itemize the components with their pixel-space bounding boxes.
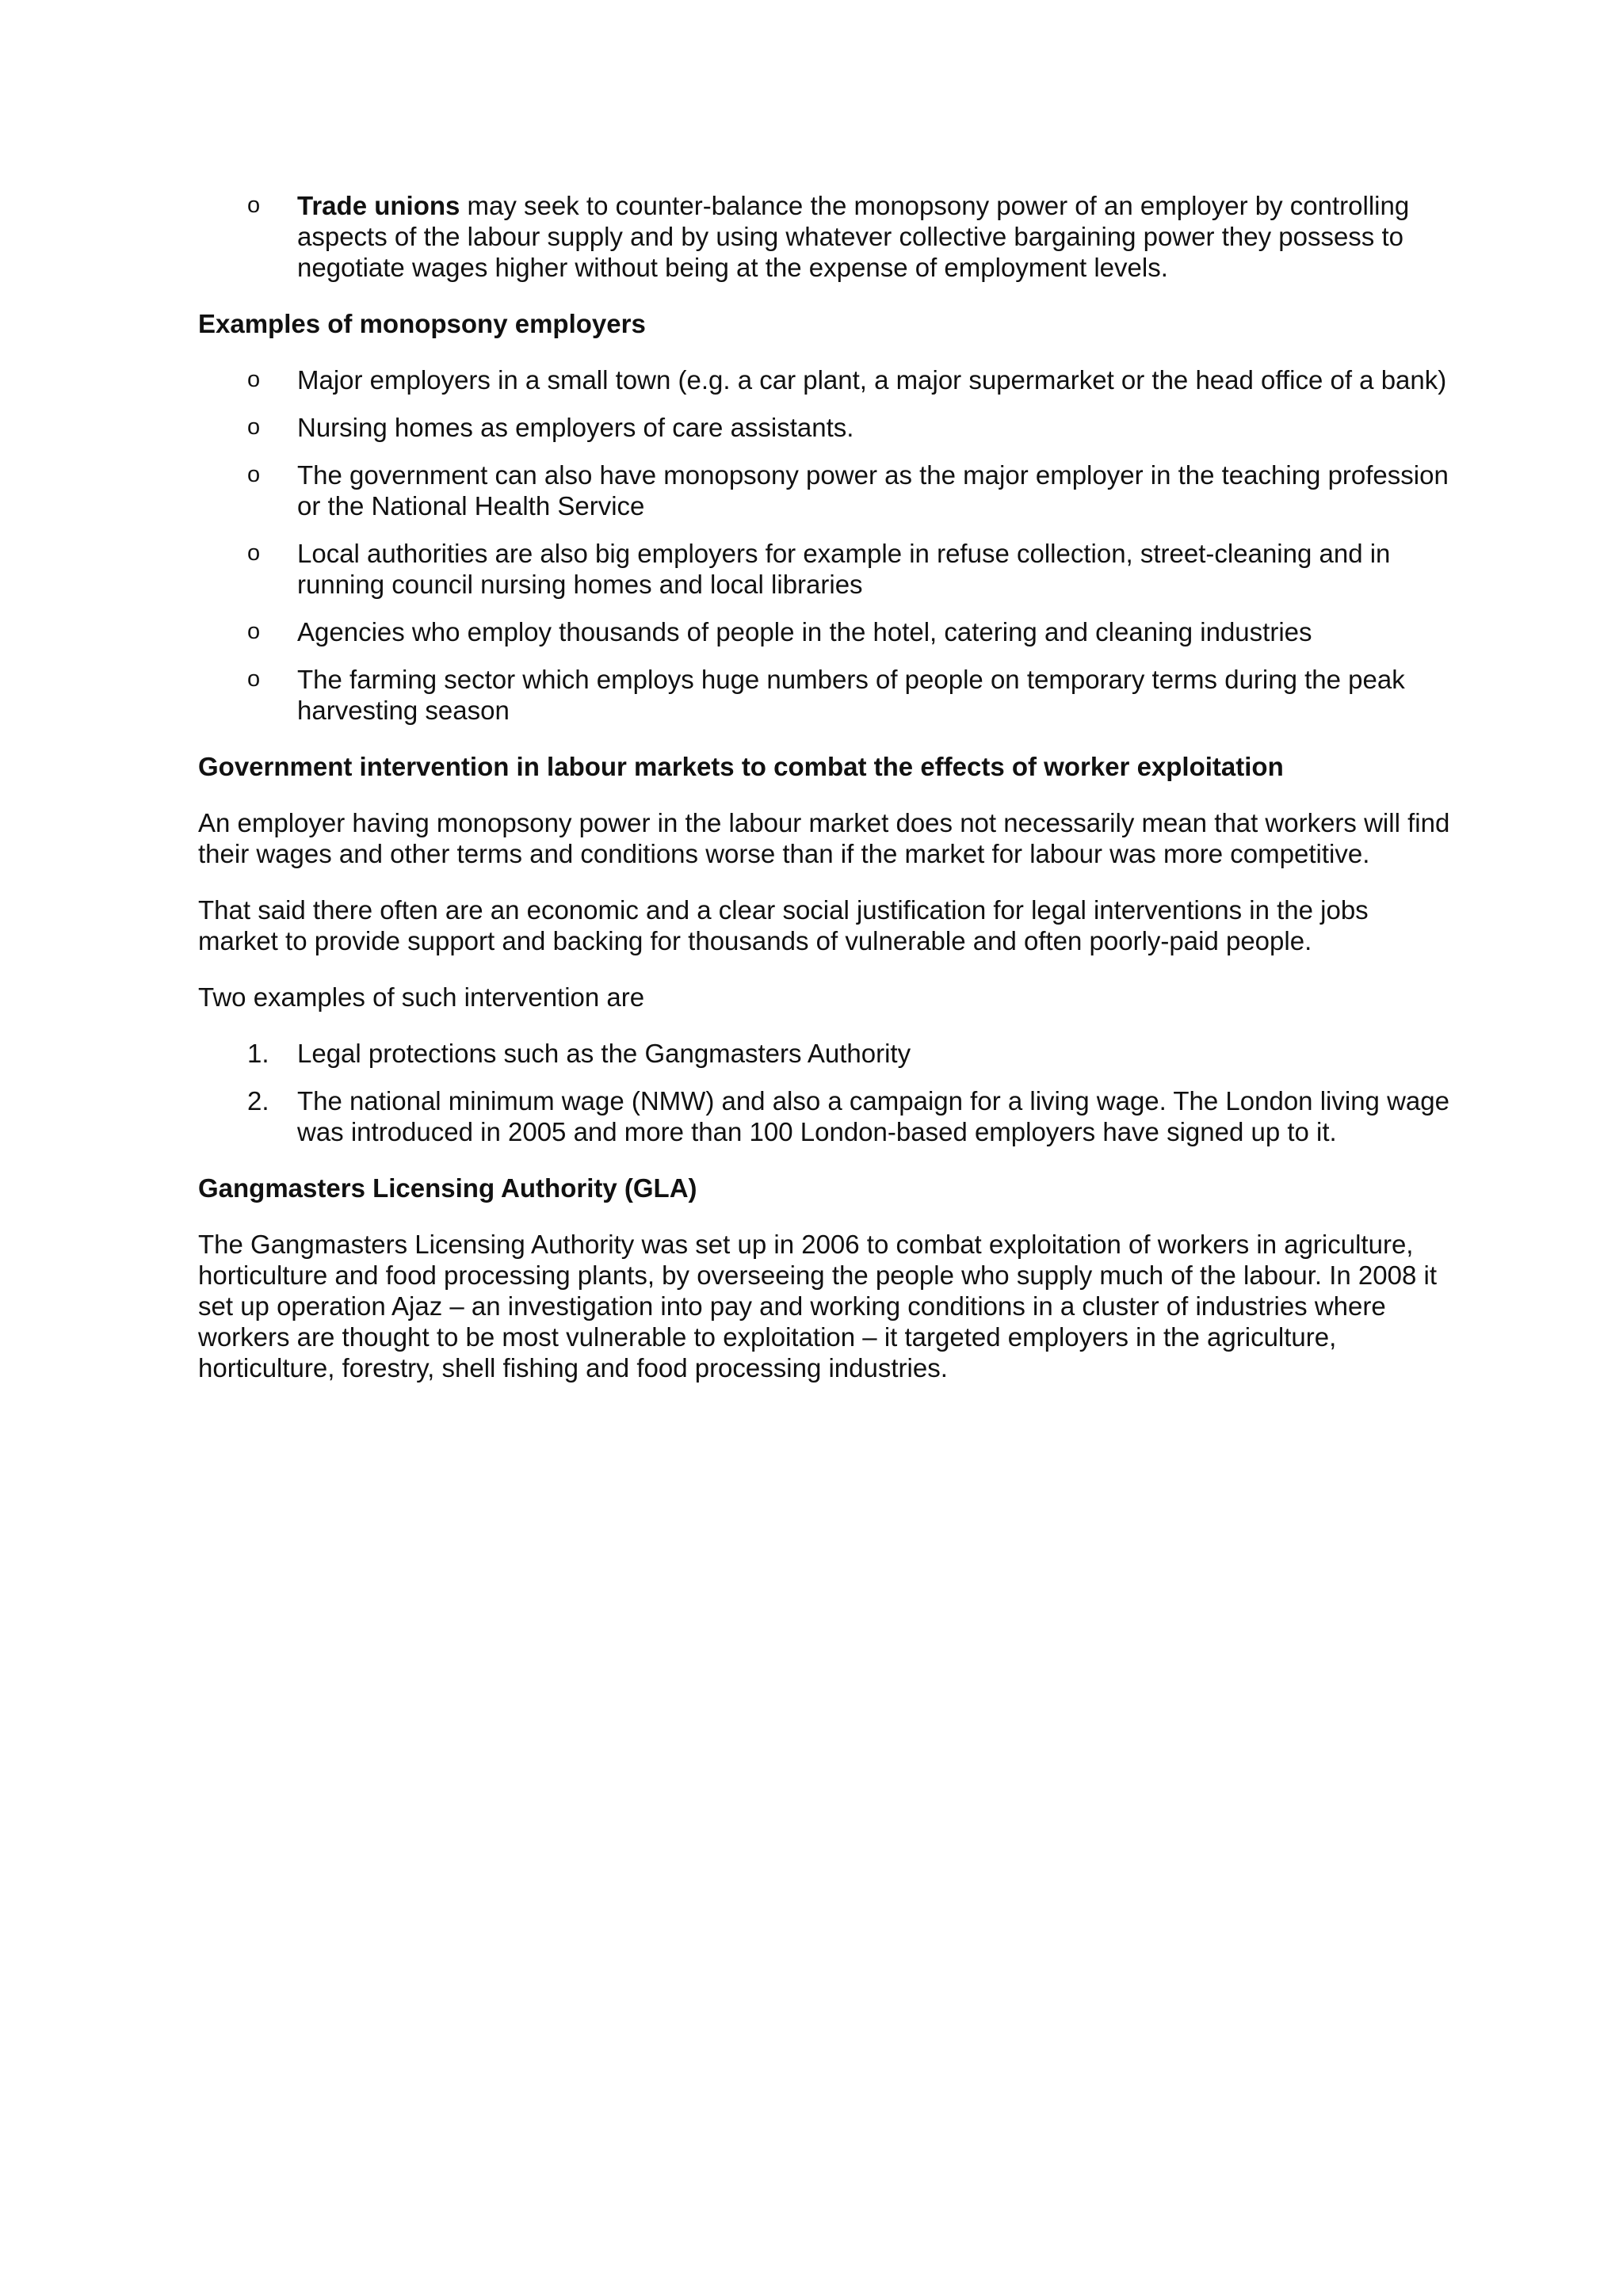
list-item — [198, 538, 1450, 600]
trade-unions-list — [198, 190, 1450, 283]
list-item-text: may seek to counter-balance the monopsony power of an employer by controlling aspects of the labour supply and by using whatever collective bargaining power they possess to negotiate wages higher without being at the expense of employment levels. — [297, 191, 1410, 282]
list-item-text: Agencies who employ thousands of people in the hotel, catering and cleaning industries — [297, 617, 1312, 646]
list-item-text: The national minimum wage (NMW) and also a campaign for a living wage. The London living wage was introduced in 2005 and more than 100 London-based employers have signed up to it. — [297, 1086, 1449, 1146]
numbered-list — [198, 1038, 1450, 1147]
bullet-marker: o — [247, 367, 261, 392]
list-item-text: The government can also have monopsony power as the major employer in the teaching profession or the National Health Service — [297, 460, 1449, 521]
bullet-marker: o — [247, 414, 261, 440]
list-item-text: Legal protections such as the Gangmasters Authority — [297, 1039, 911, 1068]
examples-heading: Examples of monopsony employers — [198, 309, 646, 338]
paragraph: Two examples of such intervention are — [198, 982, 645, 1012]
bullet-marker: o — [247, 540, 261, 566]
bullet-marker: o — [247, 619, 261, 644]
bullet-marker: o — [247, 666, 261, 692]
document-page — [198, 190, 1450, 1409]
list-item-text: Local authorities are also big employers for example in refuse collection, street-cleaning and in running council nursing homes and local libraries — [297, 539, 1391, 599]
examples-list — [198, 364, 1450, 726]
list-item — [198, 412, 1450, 443]
intervention-heading: Government intervention in labour markets to combat the effects of worker exploitation — [198, 752, 1284, 781]
paragraph: That said there often are an economic and a clear social justification for legal interventions in the jobs market to provide support and backing for thousands of vulnerable and often poorly-paid people. — [198, 895, 1369, 955]
list-item-text: Major employers in a small town (e.g. a car plant, a major supermarket or the head office of a bank) — [297, 365, 1447, 395]
number-marker: 2. — [247, 1086, 269, 1116]
number-marker: 1. — [247, 1039, 269, 1068]
list-item — [198, 460, 1450, 521]
list-item — [198, 616, 1450, 647]
list-item — [198, 190, 1450, 283]
list-item-text: Nursing homes as employers of care assistants. — [297, 413, 854, 442]
gla-heading: Gangmasters Licensing Authority (GLA) — [198, 1173, 697, 1203]
bullet-marker: o — [247, 462, 261, 487]
paragraph: The Gangmasters Licensing Authority was set up in 2006 to combat exploitation of workers in agriculture, horticulture and food processing plants, by overseeing the people who supply much of the labour. In 2008 it set up operation Ajaz – an investigation into pay and working conditions in a cluster of industries where workers are thought to be most vulnerable to exploitation – it targeted employers in the agriculture, horticulture, forestry, shell fishing and food processing industries. — [198, 1230, 1438, 1383]
list-item — [198, 364, 1450, 395]
list-item — [198, 1038, 1450, 1069]
list-item — [198, 1085, 1450, 1147]
bullet-marker: o — [247, 193, 261, 218]
list-item — [198, 664, 1450, 726]
paragraph: An employer having monopsony power in the labour market does not necessarily mean that workers will find their wages and other terms and conditions worse than if the market for labour was more competitive. — [198, 808, 1450, 868]
bold-term: Trade unions — [297, 191, 460, 220]
list-item-text: The farming sector which employs huge numbers of people on temporary terms during the peak harvesting season — [297, 665, 1405, 725]
